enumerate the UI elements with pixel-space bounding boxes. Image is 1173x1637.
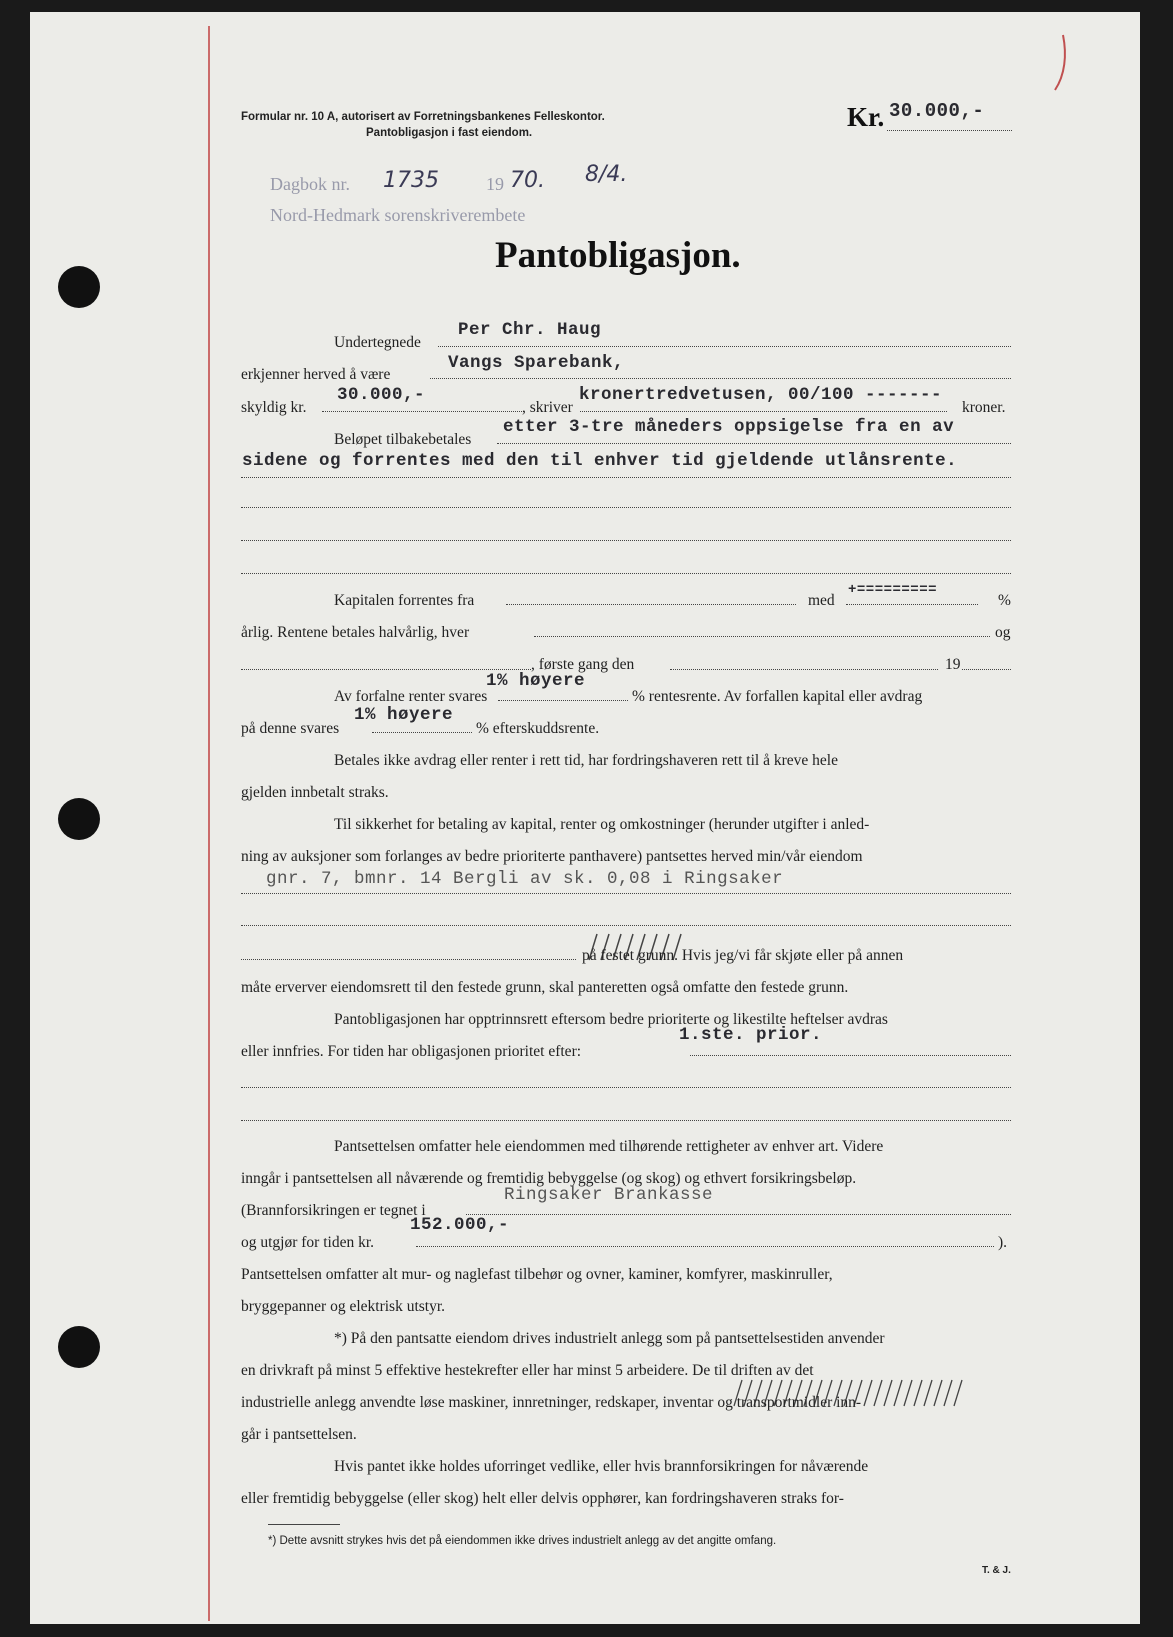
prioritet-value: 1.ste. prior. [679,1025,823,1045]
med-value: +========= [848,582,938,598]
insurance-company-line [466,1214,1011,1215]
p4-line2: inngår i pantsettelsen all nåværende og fremtidig bebyggelse (og skog) og ethvert forsikringsbeløp. [241,1170,857,1187]
skriver-value: kronertredvetusen, 00/100 ------- [579,385,943,405]
erkjenner-label: erkjenner herved å være [241,366,391,383]
footnote-divider [268,1524,340,1525]
p3-line2: eller innfries. For tiden har obligasjonen prioritet efter: [241,1043,582,1060]
rentesrente-label: % rentesrente. Av forfallen kapital eller avdrag [632,688,923,705]
p2-line2: ning av auksjoner som forlanges av bedre prioriterte panthavere) pantsettes herved min/vår eiendom [241,848,863,865]
skyldig-line [322,411,522,412]
stamp-year-prefix: 19 [486,174,504,194]
tilbakebetales-value: etter 3-tre måneders oppsigelse fra en av [503,417,955,437]
blank-line [241,1120,1011,1121]
p1-line2: gjelden innbetalt straks. [241,784,389,801]
year-label: 19 [945,656,961,673]
margin-line [208,26,210,1621]
insurance-amount-line [416,1246,994,1247]
tilbakebetales-label: Beløpet tilbakebetales [334,431,472,448]
punch-hole [58,1326,100,1368]
denne-line [372,732,472,733]
p4-line4: og utgjør for tiden kr. [241,1234,375,1251]
document-title: Pantobligasjon. [495,235,741,276]
property-description: gnr. 7, bmnr. 14 Bergli av sk. 0,08 i Ringsaker [266,869,784,889]
dagbok-number: 1735 [383,168,439,193]
blank-line [241,1087,1011,1088]
kr-label: Kr. [847,102,885,132]
blank-line [241,507,1011,508]
erkjenner-line [430,378,1011,379]
p6-line3: industrielle anlegg anvendte løse maskiner, innretninger, redskaper, inventar og transportmidler inn- [241,1394,862,1411]
punch-hole [58,798,100,840]
forste-gang-label: , første gang den [531,656,635,673]
kapital-label: Kapitalen forrentes fra [334,592,475,609]
prioritet-line [690,1055,1011,1056]
p4-close: ). [998,1234,1008,1251]
kr-amount-line [887,130,1012,131]
tilbakebetales-value-2: sidene og forrentes med den til enhver tid gjeldende utlånsrente. [242,451,958,471]
forfalne-value: 1% høyere [486,671,586,691]
blank-line [241,573,1011,574]
arlig-label: årlig. Rentene betales halvårlig, hver [241,624,470,641]
erkjenner-value: Vangs Sparebank, [448,353,625,373]
p5-line2: bryggepanner og elektrisk utstyr. [241,1298,446,1315]
p1-line1: Betales ikke avdrag eller renter i rett tid, har fordringshaveren rett til å kreve hele [334,752,838,769]
p3-line1: Pantobligasjonen har opptrinnsrett eftersom bedre prioriterte og likestilte heftelser avdras [334,1011,888,1028]
p4-line1: Pantsettelsen omfatter hele eiendommen med tilhørende rettigheter av enhver art. Videre [334,1138,884,1155]
og-label: og [995,624,1011,641]
form-subtitle: Pantobligasjon i fast eiendom. [366,127,533,139]
efterskudd-label: % efterskuddsrente. [476,720,600,737]
undertegnede-label: Undertegnede [334,334,421,351]
p7-line1: Hvis pantet ikke holdes uforringet vedlike, eller hvis brannforsikringen for nåværende [334,1458,869,1475]
med-label: med [808,592,835,609]
printer-mark: T. & J. [982,1565,1011,1576]
forfalne-line [498,700,628,701]
stamp-office: Nord-Hedmark sorenskriverembete [270,205,526,225]
stamp-date: 8/4. [585,162,628,187]
date-line [241,669,531,670]
denne-label: på denne svares [241,720,340,737]
tilbakebetales-line [497,443,1011,444]
insurance-amount: 152.000,- [410,1215,510,1235]
p6-line4: går i pantsettelsen. [241,1426,357,1443]
blank-line [241,540,1011,541]
p5-line1: Pantsettelsen omfatter alt mur- og naglefast tilbehør og ovner, kaminer, komfyrer, maskinruller, [241,1266,833,1283]
arlig-line [534,636,990,637]
form-number: Formular nr. 10 A, autorisert av Forretningsbankenes Felleskontor. [241,111,605,123]
denne-value: 1% høyere [354,705,454,725]
skyldig-value: 30.000,- [337,385,426,405]
stamp-year: 70. [510,168,545,193]
blank-line [241,477,1011,478]
property-line [241,893,1011,894]
footnote: *) Dette avsnitt strykes hvis det på eiendommen ikke drives industrielt anlegg av det angitte omfang. [268,1535,777,1547]
kr-amount: 30.000,- [889,100,985,122]
blank-line [241,959,576,960]
kroner-label: kroner. [962,399,1006,416]
blank-line [241,925,1011,926]
forste-gang-line [670,669,938,670]
p7-line2: eller fremtidig bebyggelse (eller skog) helt eller delvis opphører, kan fordringshaveren straks for- [241,1490,844,1507]
kapital-line [506,604,796,605]
p6-line1: *) På den pantsatte eiendom drives industrielt anlegg som på pantsettelsestiden anvender [334,1330,885,1347]
pencil-check-mark [1045,30,1075,100]
med-line [846,604,978,605]
forfalne-label: Av forfalne renter svares [334,688,488,705]
p6-line2: en drivkraft på minst 5 effektive hestekrefter eller har minst 5 arbeidere. De til driften av det [241,1362,814,1379]
undertegnede-line [438,346,1011,347]
p4-line3: (Brannforsikringen er tegnet i [241,1202,426,1219]
skriver-line [580,411,947,412]
p2-line3: på festet grunn. Hvis jeg/vi får skjøte eller på annen [582,947,904,964]
p2-line4: måte erverver eiendomsrett til den festede grunn, skal panteretten også omfatte den festede grunn. [241,979,849,996]
skriver-label: , skriver [522,399,573,416]
punch-hole [58,266,100,308]
p2-line1: Til sikkerhet for betaling av kapital, renter og omkostninger (herunder utgifter i anled- [334,816,870,833]
dagbok-label: Dagbok nr. [270,174,350,194]
undertegnede-value: Per Chr. Haug [458,320,602,340]
year-line [962,669,1011,670]
insurance-company: Ringsaker Brankasse [504,1185,714,1205]
percent-label: % [998,592,1011,609]
skyldig-label: skyldig kr. [241,399,307,416]
